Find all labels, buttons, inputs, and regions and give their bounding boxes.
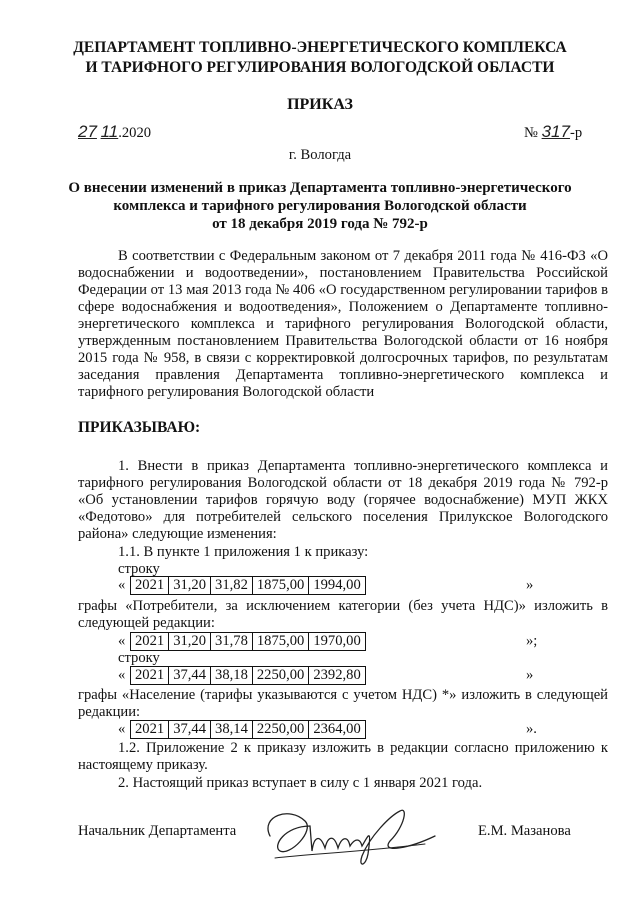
quote-close-dot: ».	[526, 721, 537, 737]
grafy-1	[78, 598, 608, 632]
cell-value: 38,14	[211, 721, 253, 739]
tariff-table-4	[130, 720, 366, 739]
item-1-2	[78, 740, 608, 774]
item-1	[78, 458, 608, 543]
header-line-1: ДЕПАРТАМЕНТ ТОПЛИВНО-ЭНЕРГЕТИЧЕСКОГО КОМПЛЕКСА	[73, 39, 567, 56]
quote-open: «	[118, 667, 126, 683]
header-line-2: И ТАРИФНОГО РЕГУЛИРОВАНИЯ ВОЛОГОДСКОЙ ОБЛАСТИ	[85, 59, 555, 76]
title-line-2: комплекса и тарифного регулирования Вологодской области	[113, 198, 527, 214]
order-date	[78, 122, 151, 142]
cell-value: 37,44	[169, 721, 211, 739]
grafy-2	[78, 687, 608, 721]
quote-close: »	[526, 667, 534, 683]
word-stroku-1: строку	[118, 561, 160, 577]
handwritten-signature	[250, 796, 450, 876]
cell-value: 31,20	[169, 633, 211, 651]
quote-open: «	[118, 721, 126, 737]
cell-year: 2021	[131, 577, 169, 595]
item-2: 2. Настоящий приказ вступает в силу с 1 января 2021 года.	[118, 775, 483, 791]
tariff-table-1	[130, 576, 366, 595]
title-line-3: от 18 декабря 2019 года № 792-р	[212, 216, 428, 232]
cell-value: 2250,00	[252, 721, 308, 739]
tariff-table-3	[130, 666, 366, 685]
cell-year: 2021	[131, 667, 169, 685]
cell-value: 31,82	[211, 577, 253, 595]
cell-value: 1994,00	[309, 577, 365, 595]
signatory-name: Е.М. Мазанова	[478, 823, 571, 839]
date-year: .2020	[118, 125, 152, 141]
cell-value: 1970,00	[309, 633, 365, 651]
title-line-1: О внесении изменений в приказ Департамента топливно-энергетического	[68, 180, 572, 196]
word-stroku-2: строку	[118, 650, 160, 666]
cell-value: 31,78	[211, 633, 253, 651]
item-1-1: 1.1. В пункте 1 приложения 1 к приказу:	[118, 544, 369, 560]
number-suffix: -р	[569, 125, 583, 141]
quote-close: »	[526, 577, 534, 593]
cell-value: 1875,00	[252, 633, 308, 651]
cell-value: 37,44	[169, 667, 211, 685]
quote-close-semicolon: »;	[526, 633, 538, 649]
number-prefix: №	[524, 125, 538, 141]
cell-year: 2021	[131, 633, 169, 651]
number-value: 317	[541, 122, 570, 141]
grafy-2-text: графы «Население (тарифы указываются с учетом НДС) *» изложить в следующей редакции:	[78, 687, 608, 720]
cell-value: 1875,00	[252, 577, 308, 595]
order-number	[524, 122, 582, 142]
signatory-position: Начальник Департамента	[78, 823, 237, 839]
cell-value: 2392,80	[309, 667, 365, 685]
date-day: 27	[78, 122, 97, 141]
cell-year: 2021	[131, 721, 169, 739]
preamble	[78, 248, 608, 401]
cell-value: 38,18	[211, 667, 253, 685]
doc-type: ПРИКАЗ	[287, 96, 353, 113]
item-1-2-text: 1.2. Приложение 2 к приказу изложить в редакции согласно приложению к настоящему приказу.	[78, 740, 608, 773]
quote-open: «	[118, 633, 126, 649]
preamble-text: В соответствии с Федеральным законом от 7 декабря 2011 года № 416-ФЗ «О водоснабжении и водоотведении», постановлением Правительства Российской Федерации от 13 мая 2013 года № 406 «О государственном регулировании тарифов в сфере водоснабжения и водоотведения», Положением о Департаменте топливно-энергетического комплекса и тарифного регулирования Вологодской области, утвержденным постановлением Правительства Вологодской области от 16 ноября 2015 года № 958, в связи с корректировкой долгосрочных тарифов, по результатам заседания правления Департамента топливно-энергетического комплекса и тарифного регулирования Вологодской области	[78, 248, 608, 400]
city: г. Вологда	[288, 147, 352, 163]
cell-value: 31,20	[169, 577, 211, 595]
order-word: ПРИКАЗЫВАЮ:	[78, 419, 201, 436]
grafy-1-text: графы «Потребители, за исключением категории (без учета НДС)» изложить в следующей редакции:	[78, 598, 608, 631]
item-1-text: 1. Внести в приказ Департамента топливно-энергетического комплекса и тарифного регулирования Вологодской области от 18 декабря 2019 года № 792-р «Об установлении тарифов горячую воду (горячее водоснабжение) МУП ЖКХ «Федотово» для потребителей сельского поселения Прилукское Вологодского района» следующие изменения:	[78, 458, 608, 542]
quote-open: «	[118, 577, 126, 593]
cell-value: 2364,00	[309, 721, 365, 739]
order-title	[40, 179, 600, 233]
tariff-table-2	[130, 632, 366, 651]
department-header	[40, 38, 600, 78]
date-month: 11	[100, 122, 119, 141]
cell-value: 2250,00	[252, 667, 308, 685]
